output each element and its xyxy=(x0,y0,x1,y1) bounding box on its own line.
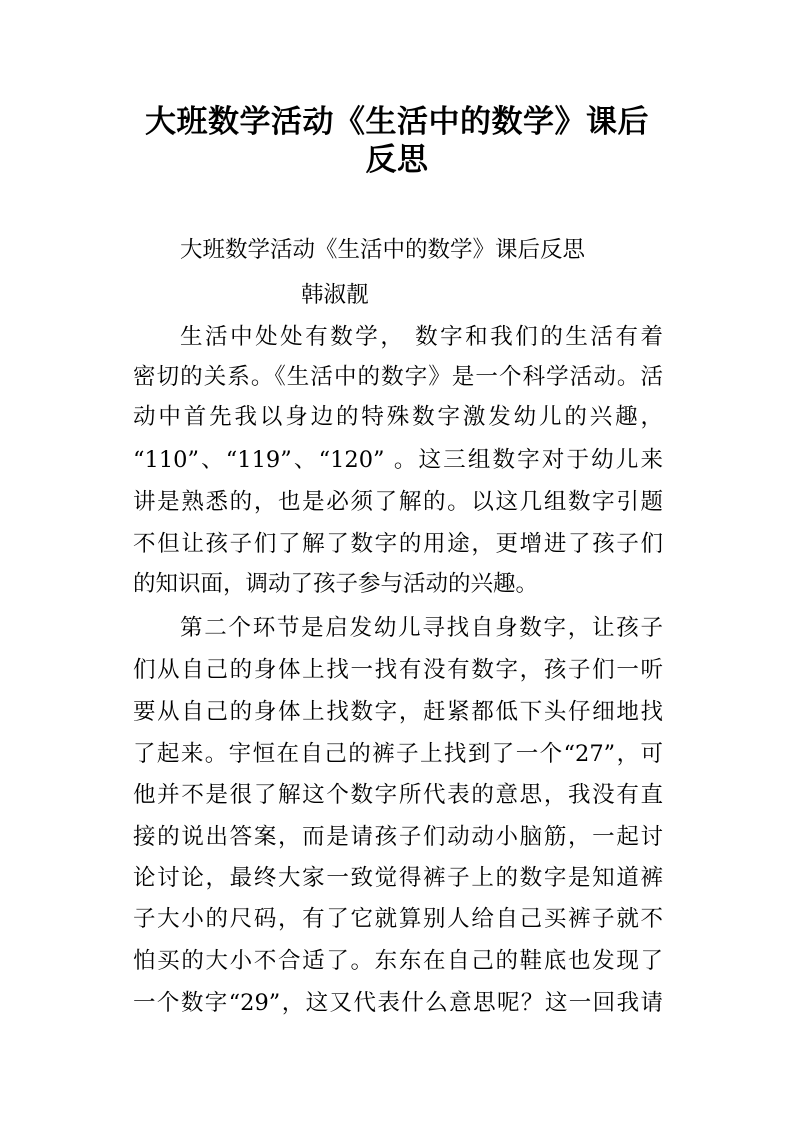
paragraph-line: 们从自己的身体上找一找有没有数字，孩子们一听 xyxy=(133,657,663,683)
author-name: 韩淑靓 xyxy=(301,282,369,308)
paragraph-line: 生活中处处有数学， 数字和我们的生活有着 xyxy=(180,324,663,350)
document-title-line-2: 反思 xyxy=(365,142,429,178)
paragraph-line: 密切的关系。《生活中的数字》是一个科学活动。活 xyxy=(133,364,663,390)
paragraph-line: 他并不是很了解这个数字所代表的意思，我没有直 xyxy=(133,782,663,808)
paragraph-line: 讲是熟悉的，也是必须了解的。以这几组数字引题 xyxy=(133,489,663,515)
paragraph-line: “110”、“119”、“120” 。这三组数字对于幼儿来 xyxy=(133,447,663,473)
paragraph-line: 怕买的大小不合适了。东东在自己的鞋底也发现了 xyxy=(133,948,663,974)
paragraph-line: 不但让孩子们了解了数字的用途，更增进了孩子们 xyxy=(133,531,663,557)
paragraph-line: 要从自己的身体上找数字，赶紧都低下头仔细地找 xyxy=(133,699,663,725)
paragraph-line: 接的说出答案，而是请孩子们动动小脑筋，一起讨 xyxy=(133,824,663,850)
document-subtitle: 大班数学活动《生活中的数学》课后反思 xyxy=(180,237,586,263)
paragraph-line: 第二个环节是启发幼儿寻找自身数字，让孩子 xyxy=(180,615,663,641)
paragraph-line: 了起来。宇恒在自己的裤子上找到了一个“27”，可 xyxy=(133,741,663,767)
paragraph-line: 的知识面，调动了孩子参与活动的兴趣。 xyxy=(133,571,539,597)
paragraph-line: 一个数字“29”，这又代表什么意思呢？这一回我请 xyxy=(133,990,663,1016)
paragraph-line: 动中首先我以身边的特殊数字激发幼儿的兴趣， xyxy=(133,404,663,430)
paragraph-line: 子大小的尺码，有了它就算别人给自己买裤子就不 xyxy=(133,906,663,932)
paragraph-line: 论讨论，最终大家一致觉得裤子上的数字是知道裤 xyxy=(133,865,663,891)
document-title-line-1: 大班数学活动《生活中的数学》课后 xyxy=(145,104,649,140)
